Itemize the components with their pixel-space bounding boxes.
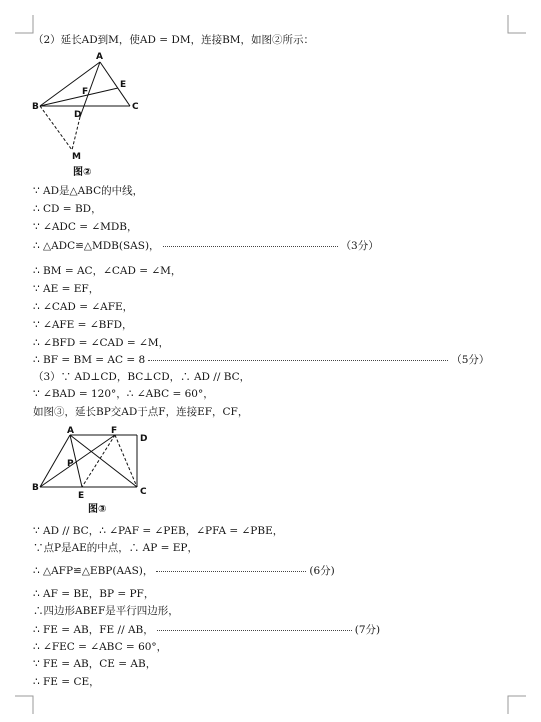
score-mark: （5分）	[451, 354, 490, 366]
solution-line: ∵ FE = AB，CE = AB，	[33, 658, 157, 670]
point-label-m: M	[72, 152, 81, 162]
solution-line	[33, 623, 380, 637]
solution-line: ∴ ∠CAD = ∠AFE，	[33, 301, 134, 313]
solution-line: （3）∵ AD⊥CD，BC⊥CD，∴ AD // BC，	[33, 371, 251, 383]
solution-line: ∴ ∠FEC = ∠ABC = 60°，	[33, 641, 168, 653]
solution-line: ∴ FE = CE，	[33, 676, 100, 688]
solution-text: ∴ FE = AB，FE // AB，	[33, 624, 154, 636]
solution-line: ∴ AF = BE，BP = PF，	[33, 588, 155, 600]
figure-2-caption: 图②	[73, 167, 92, 178]
solution-line: ∴ BM = AC，∠CAD = ∠M，	[33, 265, 182, 277]
solution-line: ∵ ∠ADC = ∠MDB，	[33, 221, 138, 233]
score-mark: （3分）	[340, 240, 379, 252]
dotted-leader	[156, 571, 306, 572]
score-mark: (6分)	[309, 565, 335, 577]
solution-line: ∵ AE = EF，	[33, 283, 100, 295]
solution-line: ∵ ∠AFE = ∠BFD，	[33, 319, 133, 331]
solution-line: ∴四边形ABEF是平行四边形，	[33, 605, 179, 617]
solution-line: ∴ ∠BFD = ∠CAD = ∠M，	[33, 337, 170, 349]
solution-text: ∴ BF = BM = AC = 8	[33, 354, 146, 366]
dotted-leader	[163, 246, 338, 247]
solution-line: ∵ AD是△ABC的中线，	[33, 185, 144, 197]
point-label-d: D	[74, 110, 82, 120]
solution-line: ∵点P是AE的中点，∴ AP = EP，	[33, 542, 199, 554]
solution-line	[33, 564, 335, 578]
figure-2-diagram	[30, 50, 150, 180]
point-label-f: F	[111, 426, 118, 436]
dotted-leader	[157, 630, 352, 631]
point-label-b: B	[32, 102, 39, 112]
figure-3-caption: 图③	[88, 504, 107, 515]
point-label-p: P	[67, 459, 74, 469]
point-label-f: F	[82, 87, 89, 97]
solution-line: ∵ AD // BC，∴ ∠PAF = ∠PEB，∠PFA = ∠PBE，	[33, 525, 284, 537]
solution-line	[33, 353, 489, 367]
score-mark: (7分)	[354, 624, 381, 636]
solution-line: ∴ CD = BD，	[33, 203, 102, 215]
point-label-a: A	[96, 52, 103, 62]
solution-text: ∴ △ADC≌△MDB(SAS)，	[33, 240, 160, 252]
point-label-b: B	[32, 483, 39, 493]
solution-line	[33, 239, 379, 253]
point-label-c: C	[140, 487, 147, 497]
point-label-e: E	[120, 80, 127, 90]
point-label-a: A	[67, 426, 74, 436]
point-label-d: D	[140, 434, 148, 444]
solution-line: （2）延长AD到M，使AD = DM，连接BM，如图②所示：	[33, 34, 315, 46]
dotted-leader	[148, 360, 448, 361]
point-label-e: E	[78, 491, 85, 501]
solution-text: ∴ △AFP≌△EBP(AAS)，	[33, 565, 154, 577]
solution-line: ∵ ∠BAD = 120°，∴ ∠ABC = 60°，	[33, 388, 214, 400]
solution-line: 如图③，延长BP交AD于点F，连接EF，CF，	[33, 406, 249, 418]
point-label-c: C	[132, 102, 139, 112]
